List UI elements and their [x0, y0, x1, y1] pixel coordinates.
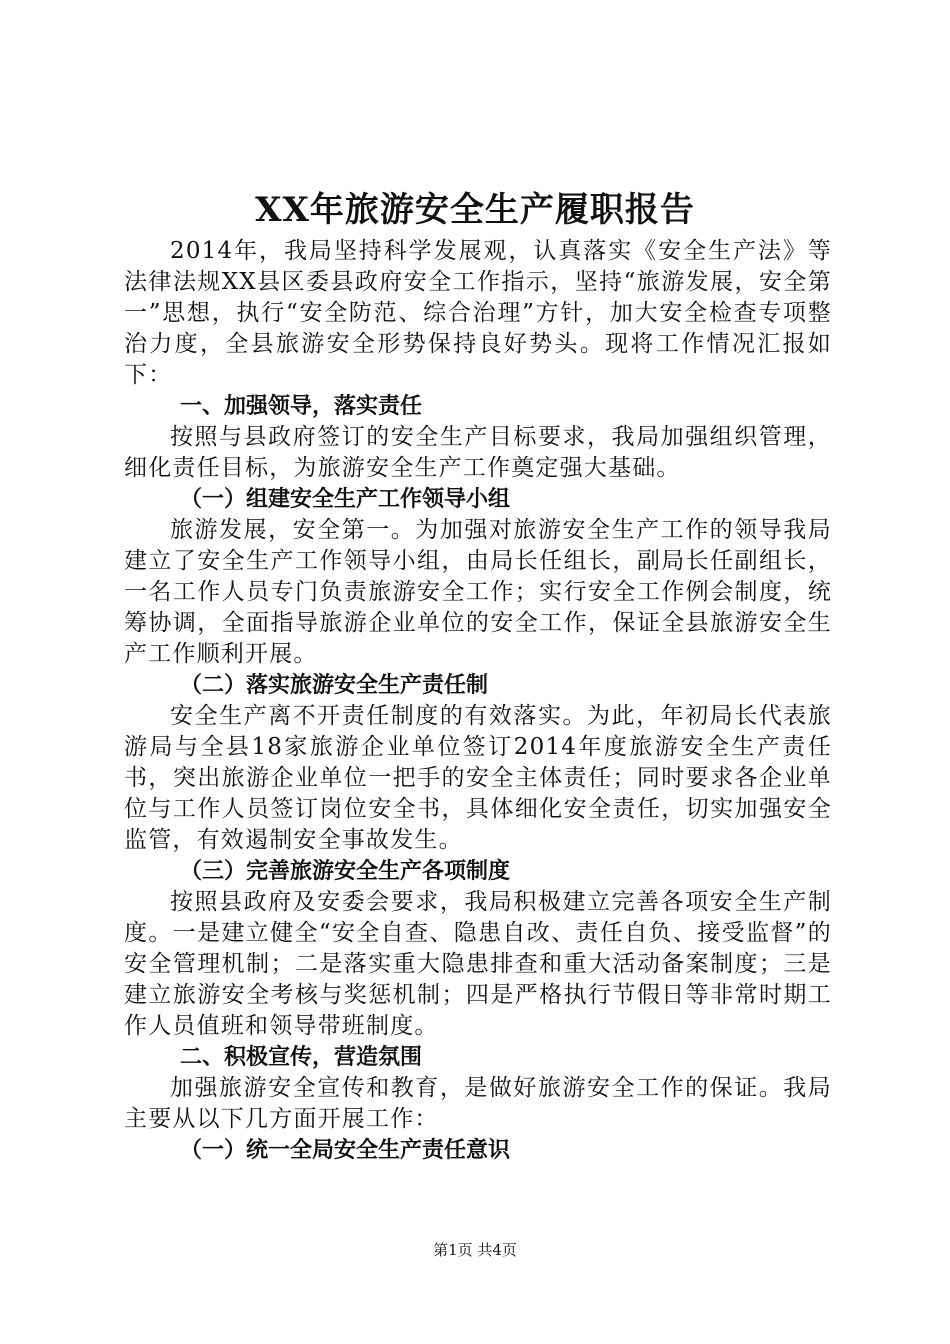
document-body	[124, 236, 832, 1166]
paragraph-subsection-1-1: 旅游发展，安全第一。为加强对旅游安全生产工作的领导我局建立了安全生产工作领导小组，由局长任组长，副局长任副组长，一名工作人员专门负责旅游安全工作；实行安全工作例会制度，统筹协调，全面指导旅游企业单位的安全工作，保证全县旅游安全生产工作顺利开展。	[124, 517, 832, 667]
document-title: XX年旅游安全生产履职报告	[255, 190, 695, 230]
paragraph-subsection-1-3: 按照县政府及安委会要求，我局积极建立完善各项安全生产制度。一是建立健全“安全自查、隐患自改、责任自负、接受监督”的安全管理机制；二是落实重大隐患排查和重大活动备案制度；三是建立旅游安全考核与奖惩机制；四是严格执行节假日等非常时期工作人员值班和领导带班制度。	[124, 889, 832, 1039]
subsection-heading-1-1: （一）组建安全生产工作领导小组	[180, 487, 511, 512]
page-footer: 第1页 共4页	[433, 1241, 517, 1259]
subsection-heading-2-1: （一）统一全局安全生产责任意识	[180, 1138, 511, 1163]
subsection-heading-1-2: （二）落实旅游安全生产责任制	[180, 673, 489, 698]
section-heading-2: 二、积极宣传，营造氛围	[180, 1045, 423, 1070]
paragraph-subsection-1-2: 安全生产离不开责任制度的有效落实。为此，年初局长代表旅游局与全县18家旅游企业单位签订2014年度旅游安全生产责任书，突出旅游企业单位一把手的安全主体责任；同时要求各企业单位与工作人员签订岗位安全书，具体细化安全责任，切实加强安全监管，有效遏制安全事故发生。	[124, 703, 832, 853]
subsection-heading-1-3: （三）完善旅游安全生产各项制度	[180, 859, 511, 884]
paragraph-intro: 2014年，我局坚持科学发展观，认真落实《安全生产法》等法律法规XX县区委县政府安全工作指示，坚持“旅游发展，安全第一”思想，执行“安全防范、综合治理”方针，加大安全检查专项整治力度，全县旅游安全形势保持良好势头。现将工作情况汇报如下：	[124, 238, 832, 388]
paragraph-section-1: 按照与县政府签订的安全生产目标要求，我局加强组织管理，细化责任目标，为旅游安全生产工作奠定强大基础。	[124, 424, 832, 481]
paragraph-section-2: 加强旅游安全宣传和教育，是做好旅游安全工作的保证。我局主要从以下几方面开展工作：	[124, 1075, 832, 1132]
section-heading-1: 一、加强领导，落实责任	[180, 394, 423, 419]
